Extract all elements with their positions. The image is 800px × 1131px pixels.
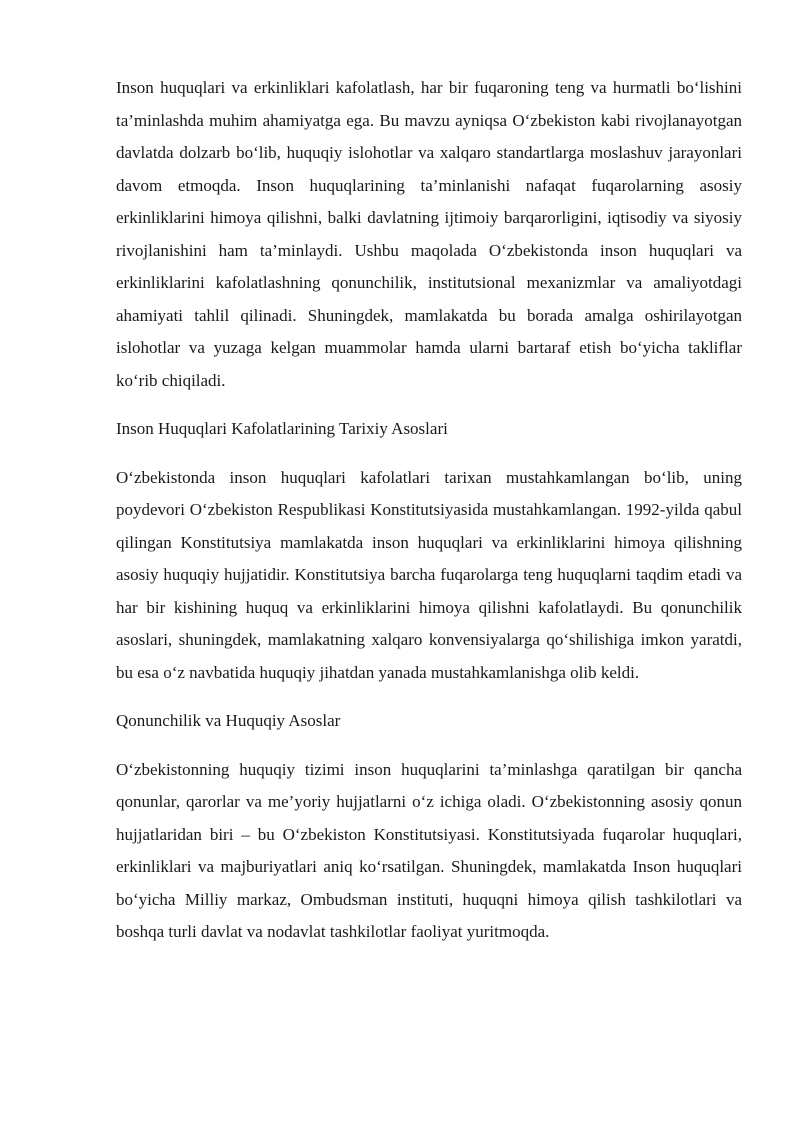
document-page: [116, 72, 742, 965]
history-paragraph: O‘zbekistonda inson huquqlari kafolatlari tarixan mustahkamlangan bo‘lib, uning poydevori O‘zbekiston Respublikasi Konstitutsiyasida mustahkamlangan. 1992-yilda qabul qilingan Konstitutsiya mamlakatda inson huquqlari va erkinliklarini himoya qilishning asosiy huquqiy hujjatidir. Konstitutsiya barcha fuqarolarga teng huquqlarni taqdim etadi va har bir kishining huquq va erkinliklarini himoya qilishni kafolatlaydi. Bu qonunchilik asoslari, shuningdek, mamlakatning xalqaro konvensiyalarga qo‘shilishiga imkon yaratdi, bu esa o‘z navbatida huquqiy jihatdan yanada mustahkamlanishga olib keldi.: [116, 467, 742, 682]
legal-paragraph: O‘zbekistonning huquqiy tizimi inson huquqlarini ta’minlashga qaratilgan bir qancha qonunlar, qarorlar va me’yoriy hujjatlarni o‘z ichiga oladi. O‘zbekistonning asosiy qonun hujjatlaridan biri – bu O‘zbekiston Konstitutsiyasi. Konstitutsiyada fuqarolar huquqlari, erkinliklari va majburiyatlari aniq ko‘rsatilgan. Shuningdek, mamlakatda Inson huquqlari bo‘yicha Milliy markaz, Ombudsman instituti, huquqni himoya qilish tashkilotlari va boshqa turli davlat va nodavlat tashkilotlar faoliyat yuritmoqda.: [116, 759, 742, 941]
section-heading-history: Inson Huquqlari Kafolatlarining Tarixiy Asoslari: [116, 419, 448, 438]
section-heading-legal: Qonunchilik va Huquqiy Asoslar: [116, 711, 341, 730]
intro-paragraph: Inson huquqlari va erkinliklari kafolatlash, har bir fuqaroning teng va hurmatli bo‘lishini ta’minlashda muhim ahamiyatga ega. Bu mavzu ayniqsa O‘zbekiston kabi rivojlanayotgan davlatda dolzarb bo‘lib, huquqiy islohotlar va xalqaro standartlarga moslashuv jarayonlari davom etmoqda. Inson huquqlarining ta’minlanishi nafaqat fuqarolarning asosiy erkinliklarini himoya qilishni, balki davlatning ijtimoiy barqarorligini, iqtisodiy va siyosiy rivojlanishini ham ta’minlaydi. Ushbu maqolada O‘zbekistonda inson huquqlari va erkinliklarini kafolatlashning qonunchilik, institutsional mexanizmlar va amaliyotdagi ahamiyati tahlil qilinadi. Shuningdek, mamlakatda bu borada amalga oshirilayotgan islohotlar va yuzaga kelgan muammolar hamda ularni bartaraf etish bo‘yicha takliflar ko‘rib chiqiladi.: [116, 78, 742, 390]
